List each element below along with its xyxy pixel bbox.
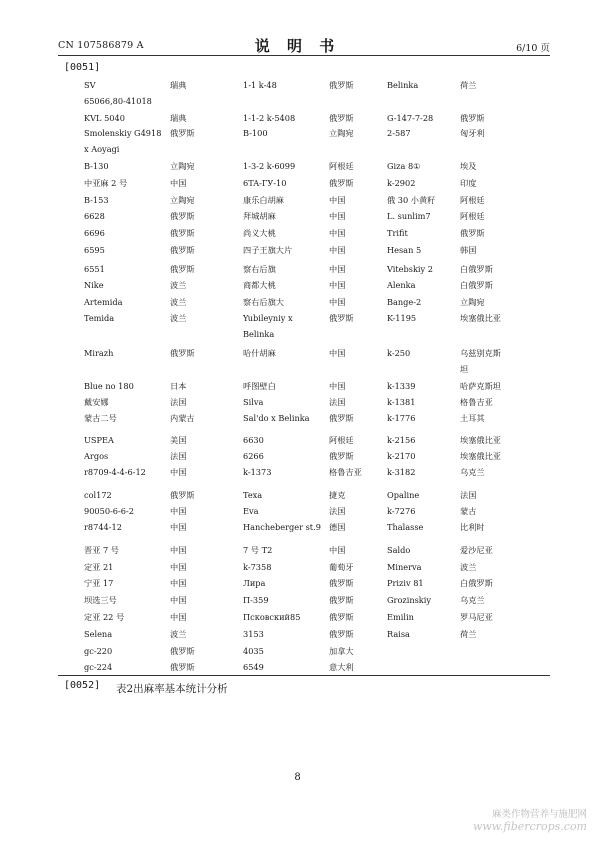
table-cell-variety-name: KVL 5040 — [84, 113, 125, 123]
table-cell-variety-name: 6551 — [84, 264, 105, 274]
table-cell-variety-name: r8709-4-4-6-12 — [84, 467, 146, 477]
table-cell-origin: 中国 — [170, 506, 187, 516]
table-cell-origin: 捷克 — [329, 490, 346, 500]
table-cell-origin: 俄罗斯 — [170, 245, 195, 255]
table-cell-origin: 俄罗斯 — [329, 595, 354, 605]
table-cell-origin: 中国 — [170, 545, 187, 555]
table-cell-origin: 俄罗斯 — [170, 128, 195, 138]
table-cell-origin: 立陶宛 — [460, 297, 485, 307]
table-cell-origin: 格鲁吉亚 — [460, 397, 493, 407]
table-cell-variety-name: Priziv 81 — [387, 578, 424, 588]
table-cell-origin: 俄罗斯 — [329, 413, 354, 423]
table-cell-origin: 俄罗斯 — [460, 113, 485, 123]
table-cell-origin: 波兰 — [170, 297, 187, 307]
table-cell-variety-name: Belinka — [387, 80, 419, 90]
table-cell-variety-name: Eva — [243, 506, 259, 516]
table-cell-variety-name: B-130 — [84, 161, 109, 171]
table-cell-variety-name: 6266 — [243, 451, 264, 461]
table-cell-origin: 美国 — [170, 435, 187, 445]
table-cell-origin: 阿根廷 — [329, 161, 354, 171]
table-cell-variety-name: 6549 — [243, 662, 264, 672]
table-cell-origin: 罗马尼亚 — [460, 612, 493, 622]
table-cell-variety-name: Псковский85 — [243, 612, 301, 622]
table-cell-variety-name: r8744-12 — [84, 522, 122, 532]
table-cell-origin: 加拿大 — [329, 646, 354, 656]
table-cell-variety-name: Yubileyniy x — [243, 313, 293, 323]
table-cell-origin: 俄罗斯 — [329, 629, 354, 639]
table-cell-variety-name: Bange-2 — [387, 297, 422, 307]
table-cell-origin: 阿根廷 — [329, 435, 354, 445]
table-cell-variety-name: Opaline — [387, 490, 420, 500]
table-cell-variety-name: SV — [84, 80, 96, 90]
table-cell-origin: 瑞典 — [170, 113, 187, 123]
table-cell-variety-name: k-2156 — [387, 435, 416, 445]
table-cell-origin: 法国 — [170, 451, 187, 461]
table-cell-variety-name: Texa — [243, 490, 263, 500]
table-cell-variety-name: 商都大桃 — [243, 280, 276, 290]
table-cell-variety-name: B-153 — [84, 195, 109, 205]
table-cell-origin: 葡萄牙 — [329, 562, 354, 572]
table-cell-variety-name: k-1373 — [243, 467, 272, 477]
table-cell-variety-name: Nike — [84, 280, 104, 290]
table-cell-origin: 俄罗斯 — [170, 228, 195, 238]
table-cell-variety-name: 蒙古二号 — [84, 413, 117, 423]
table-cell-origin: 波兰 — [460, 562, 477, 572]
table-cell-variety-name: Thalasse — [387, 522, 424, 532]
table-cell-variety-name: 65066,80-41018 — [84, 96, 152, 106]
table-cell-origin: 法国 — [329, 506, 346, 516]
table-cell-origin: 乌克兰 — [460, 467, 485, 477]
table-cell-origin: 韩国 — [460, 245, 477, 255]
table-cell-origin: 俄罗斯 — [170, 490, 195, 500]
table-cell-origin: 中国 — [329, 245, 346, 255]
table-cell-origin: 俄罗斯 — [170, 264, 195, 274]
table-cell-variety-name: 呼图壁白 — [243, 381, 276, 391]
watermark-text: 麻类作物营养与施肥网 — [491, 809, 587, 820]
table-cell-variety-name: 察右后旗 — [243, 264, 276, 274]
table-cell-variety-name: 7 号 T2 — [243, 545, 273, 555]
table-cell-variety-name: Trifit — [387, 228, 408, 238]
table-cell-origin: 中国 — [170, 612, 187, 622]
table-cell-origin: 瑞典 — [170, 80, 187, 90]
table-cell-origin: 荷兰 — [460, 80, 477, 90]
table-cell-origin: 白俄罗斯 — [460, 578, 493, 588]
table-cell-origin: 俄罗斯 — [329, 80, 354, 90]
table-cell-variety-name: 晋亚 7 号 — [84, 545, 119, 555]
table-cell-origin: 日本 — [170, 381, 187, 391]
table-cell-origin: 比利时 — [460, 522, 485, 532]
table-cell-variety-name: k-2170 — [387, 451, 416, 461]
table-cell-origin: 白俄罗斯 — [460, 264, 493, 274]
table-cell-variety-name: 1-3-2 k-6099 — [243, 161, 296, 171]
table-cell-variety-name: 4035 — [243, 646, 264, 656]
table-cell-variety-name: Лира — [243, 578, 266, 588]
table-cell-variety-name: П-359 — [243, 595, 269, 605]
table-cell-origin: 俄罗斯 — [170, 646, 195, 656]
table-cell-origin: 中国 — [170, 595, 187, 605]
table-cell-origin: 乌兹别克斯 — [460, 348, 501, 358]
table-cell-origin: 中国 — [329, 297, 346, 307]
table-cell-variety-name: 6628 — [84, 211, 105, 221]
table-cell-origin: 白俄罗斯 — [460, 280, 493, 290]
table-cell-variety-name: L. sunlim7 — [387, 211, 431, 221]
table-cell-origin: 中国 — [329, 545, 346, 555]
table-cell-variety-name: 拜城胡麻 — [243, 211, 276, 221]
table-bottom-rule — [58, 675, 550, 676]
table-cell-variety-name: Smolenskiy G4918 — [84, 128, 162, 138]
table-cell-variety-name: 四子王旗大片 — [243, 245, 293, 255]
table-cell-variety-name: 90050-6-6-2 — [84, 506, 134, 516]
table-cell-origin: 俄罗斯 — [170, 211, 195, 221]
table-cell-origin: 中国 — [170, 522, 187, 532]
table-cell-variety-name: col172 — [84, 490, 112, 500]
table-cell-origin: 格鲁吉亚 — [329, 467, 362, 477]
table-cell-origin: 法国 — [170, 397, 187, 407]
table-cell-origin: 中国 — [329, 264, 346, 274]
table-cell-variety-name: 6595 — [84, 245, 105, 255]
table-cell-origin: 立陶宛 — [170, 195, 195, 205]
table-cell-variety-name: Silva — [243, 397, 264, 407]
table-cell-origin: 俄罗斯 — [170, 348, 195, 358]
table-cell-variety-name: Saldo — [387, 545, 411, 555]
table-cell-variety-name: Belinka — [243, 329, 275, 339]
table-cell-origin: 法国 — [329, 397, 346, 407]
table-cell-variety-name: 康乐白胡麻 — [243, 195, 284, 205]
table-cell-origin: 阿根廷 — [460, 195, 485, 205]
table-cell-variety-name: x Aoyagi — [84, 144, 120, 154]
table-cell-variety-name: 6696 — [84, 228, 105, 238]
table-cell-variety-name: 哈什胡麻 — [243, 348, 276, 358]
table-cell-variety-name: k-3182 — [387, 467, 416, 477]
table-cell-origin: 中国 — [329, 195, 346, 205]
table-cell-origin: 阿根廷 — [460, 211, 485, 221]
table-cell-variety-name: k-1381 — [387, 397, 416, 407]
table-cell-variety-name: Giza 8① — [387, 161, 421, 171]
table-cell-variety-name: Argos — [84, 451, 109, 461]
table-caption: 表2出麻率基本统计分析 — [116, 683, 228, 695]
table-cell-variety-name: k-7358 — [243, 562, 272, 572]
table-cell-variety-name: 定亚 22 号 — [84, 612, 125, 622]
table-cell-variety-name: 1-1-2 k-5408 — [243, 113, 296, 123]
page-number: 8 — [294, 772, 301, 783]
table-cell-variety-name: k-7276 — [387, 506, 416, 516]
table-cell-origin: 俄罗斯 — [329, 113, 354, 123]
table-cell-variety-name: Raisa — [387, 629, 410, 639]
table-cell-variety-name: 坝选三号 — [84, 595, 117, 605]
table-cell-variety-name: 尚义大桃 — [243, 228, 276, 238]
page-counter: 6/10 页 — [516, 43, 550, 54]
table-cell-origin: 波兰 — [170, 280, 187, 290]
table-cell-variety-name: 6630 — [243, 435, 264, 445]
watermark-url: www.fibercrops.com — [472, 820, 587, 833]
table-cell-variety-name: G-147-7-28 — [387, 113, 434, 123]
paragraph-tag-0052: [0052] — [64, 680, 101, 691]
table-cell-origin: 中国 — [329, 211, 346, 221]
table-cell-variety-name: Hesan 5 — [387, 245, 422, 255]
table-cell-origin: 德国 — [329, 522, 346, 532]
table-cell-origin: 俄罗斯 — [329, 313, 354, 323]
table-cell-variety-name: B-100 — [243, 128, 268, 138]
table-cell-variety-name: Grozinskiy — [387, 595, 431, 605]
table-cell-origin: 俄罗斯 — [329, 578, 354, 588]
table-cell-origin: 哈萨克斯坦 — [460, 381, 501, 391]
table-cell-origin: 匈牙利 — [460, 128, 485, 138]
table-cell-origin: 埃塞俄比亚 — [460, 313, 501, 323]
table-cell-variety-name: k-250 — [387, 348, 411, 358]
table-cell-variety-name: Sal'do x Belinka — [243, 413, 310, 423]
table-cell-variety-name: 中亚麻 2 号 — [84, 178, 128, 188]
table-cell-variety-name: Artemida — [84, 297, 123, 307]
table-cell-origin: 意大利 — [329, 662, 354, 672]
table-cell-variety-name: 察右后旗大 — [243, 297, 284, 307]
paragraph-tag-0051: [0051] — [64, 62, 101, 73]
table-cell-variety-name: Vitebskiy 2 — [387, 264, 433, 274]
table-cell-variety-name: 俄 30 小黄籽 — [387, 195, 436, 205]
table-cell-origin: 乌克兰 — [460, 595, 485, 605]
table-cell-origin: 中国 — [329, 280, 346, 290]
table-cell-origin: 俄罗斯 — [329, 612, 354, 622]
table-cell-origin: 埃塞俄比亚 — [460, 451, 501, 461]
table-cell-origin: 立陶宛 — [170, 161, 195, 171]
table-cell-variety-name: k-2902 — [387, 178, 416, 188]
table-cell-variety-name: k-1339 — [387, 381, 416, 391]
table-cell-variety-name: Emilin — [387, 612, 414, 622]
page-title: 说 明 书 — [254, 37, 341, 55]
table-cell-variety-name: 定亚 21 — [84, 562, 114, 572]
table-cell-variety-name: 3153 — [243, 629, 264, 639]
table-cell-origin: 埃及 — [460, 161, 477, 171]
table-cell-origin: 内蒙古 — [170, 413, 195, 423]
table-cell-origin: 俄罗斯 — [460, 228, 485, 238]
table-cell-variety-name: 宁亚 17 — [84, 578, 114, 588]
table-cell-origin: 中国 — [170, 467, 187, 477]
table-cell-origin: 坦 — [460, 364, 469, 374]
table-cell-variety-name: Hancheberger st.9 — [243, 522, 321, 532]
table-cell-variety-name: 6TA-ГУ-10 — [243, 178, 287, 188]
table-cell-origin: 立陶宛 — [329, 128, 354, 138]
table-cell-variety-name: 2-587 — [387, 128, 411, 138]
table-cell-origin: 法国 — [460, 490, 477, 500]
table-cell-variety-name: Alenka — [387, 280, 416, 290]
table-cell-variety-name: gc-224 — [84, 662, 113, 672]
table-cell-origin: 蒙古 — [460, 506, 477, 516]
table-cell-variety-name: Blue no 180 — [84, 381, 134, 391]
table-cell-variety-name: Selena — [84, 629, 113, 639]
table-cell-variety-name: 1-1 k-48 — [243, 80, 277, 90]
table-cell-variety-name: Minerva — [387, 562, 422, 572]
table-cell-variety-name: 戴安娜 — [84, 397, 109, 407]
table-cell-origin: 中国 — [170, 578, 187, 588]
table-cell-origin: 土耳其 — [460, 413, 485, 423]
table-cell-origin: 爱沙尼亚 — [460, 545, 493, 555]
table-cell-origin: 中国 — [329, 348, 346, 358]
table-cell-origin: 波兰 — [170, 629, 187, 639]
table-cell-variety-name: K-1195 — [387, 313, 417, 323]
table-cell-variety-name: Temida — [84, 313, 115, 323]
table-cell-origin: 中国 — [329, 381, 346, 391]
table-cell-origin: 俄罗斯 — [329, 178, 354, 188]
table-cell-variety-name: gc-220 — [84, 646, 113, 656]
header-divider — [58, 55, 550, 56]
table-cell-origin: 俄罗斯 — [170, 662, 195, 672]
table-cell-origin: 中国 — [329, 228, 346, 238]
table-cell-origin: 埃塞俄比亚 — [460, 435, 501, 445]
table-cell-origin: 中国 — [170, 562, 187, 572]
table-cell-origin: 波兰 — [170, 313, 187, 323]
table-cell-origin: 俄罗斯 — [329, 451, 354, 461]
table-cell-origin: 中国 — [170, 178, 187, 188]
table-cell-variety-name: USPEA — [84, 435, 114, 445]
table-cell-variety-name: k-1776 — [387, 413, 416, 423]
table-cell-variety-name: Mirazh — [84, 348, 114, 358]
publication-number: CN 107586879 A — [58, 40, 144, 51]
table-cell-origin: 荷兰 — [460, 629, 477, 639]
table-cell-origin: 印度 — [460, 178, 477, 188]
